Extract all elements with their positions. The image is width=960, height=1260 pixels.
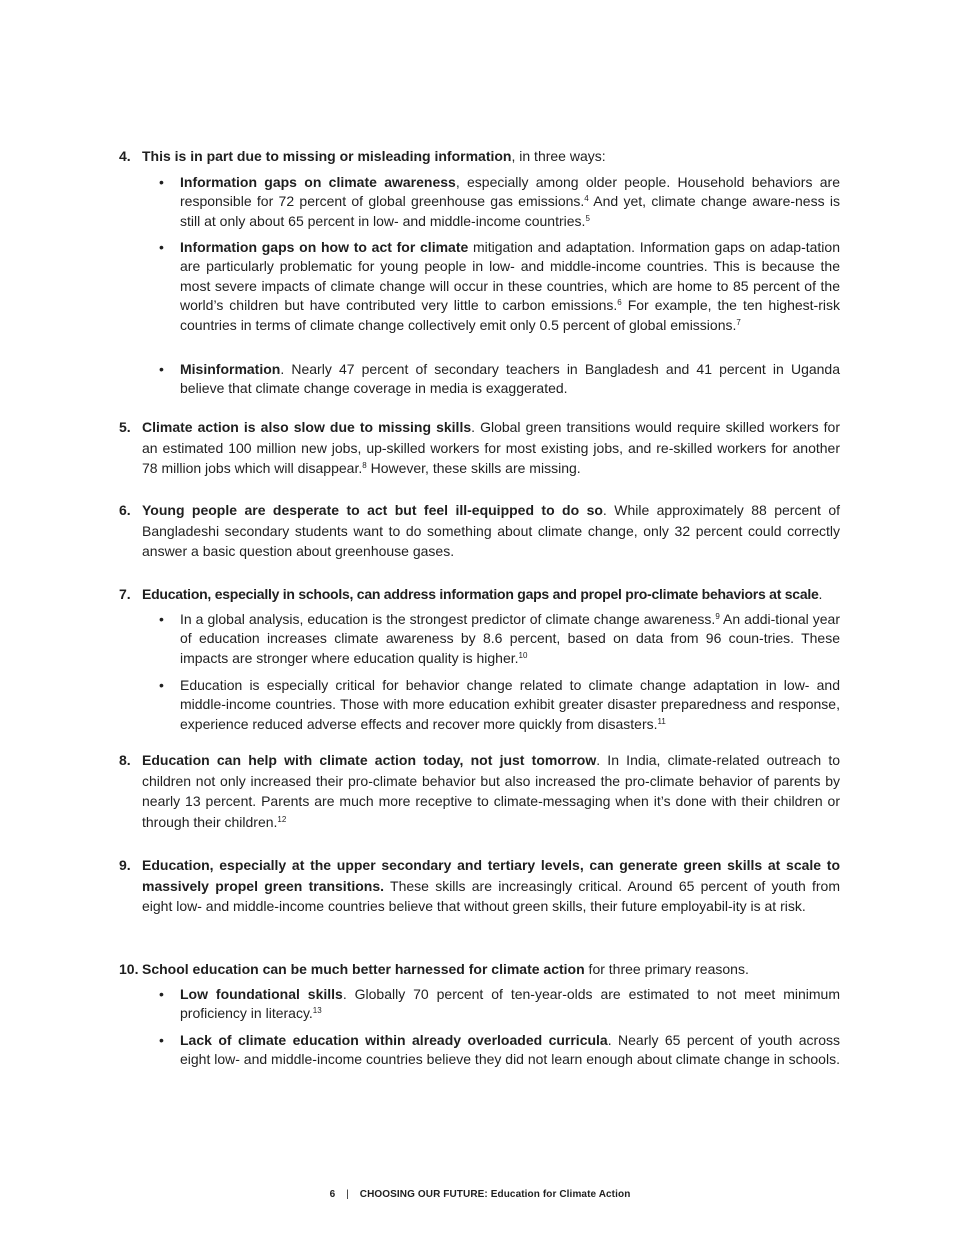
- footnote-ref: 8: [362, 461, 367, 471]
- item-lead: Education, especially at the upper secondary and tertiary levels, can generate green skills at scale to massively propel green transitions.: [142, 857, 840, 894]
- bullet-item: • Education is especially critical for behavior change related to climate change adaptation in low- and middle-income countries. Those with more education exhibit greater disaster preparedness and response, experience reduced adverse effects and recover more quickly from disasters.$^{11}$: [159, 677, 840, 732]
- item-number: 4.: [119, 148, 131, 164]
- item-lead: Young people are desperate to act but feel ill-equipped to do so: [142, 502, 603, 518]
- item-lead: Climate action is also slow due to missing skills: [142, 419, 472, 435]
- bullet-icon: •: [159, 1032, 164, 1048]
- item-paragraph: Education can help with climate action today, not just tomorrow. In India, climate-related outreach to children not only increased their pro-climate behavior but also increased the pro-climate behavior of parents by nearly 13 percent. Parents are much more receptive to climate-messaging when it’s done with their children or through their children.$^{12}$: [142, 752, 840, 830]
- footer-separator: |: [346, 1189, 349, 1200]
- footnote-ref: 5: [585, 213, 590, 223]
- page-footer: [0, 1189, 960, 1200]
- item-paragraph: School education can be much better harnessed for climate action for three primary reasons.: [142, 961, 749, 977]
- bullet-icon: •: [159, 174, 164, 190]
- item-number: 9.: [119, 857, 131, 873]
- item-paragraph: Climate action is also slow due to missing skills. Global green transitions would require skilled workers for an estimated 100 million new jobs, up-skilled workers for most existing jobs, and re-skilled workers for another 78 million jobs which will disappear.$^8$ However, these skills are missing.: [142, 419, 840, 477]
- item-lead: Education can help with climate action today, not just tomorrow: [142, 752, 597, 768]
- footnote-ref: 9: [715, 612, 720, 621]
- bullet-item: • Information gaps on climate awareness, especially among older people. Household behaviors are responsible for 72 percent of global greenhouse gas emissions.$^4$ And yet, climate change aware-ness is still at only about 65 percent in low- and middle-income countries.$^5$: [159, 174, 840, 229]
- item-number: 7.: [119, 586, 131, 602]
- list-item-7: [119, 584, 841, 732]
- item-number: 8.: [119, 752, 131, 768]
- item-paragraph: Young people are desperate to act but feel ill-equipped to do so. While approximately 88 percent of Bangladeshi secondary students want to do something about climate change, only 32 percent could correctly answer a basic question about greenhouse gases.: [142, 502, 840, 560]
- item-lead: School education can be much better harnessed for climate action: [142, 961, 585, 977]
- bullet-item: • Misinformation. Nearly 47 percent of secondary teachers in Bangladesh and 41 percent in Uganda believe that climate change coverage in media is exaggerated.: [159, 361, 840, 397]
- footnote-ref: 6: [617, 298, 622, 308]
- item-number: 10.: [119, 961, 139, 977]
- bullet-icon: •: [159, 239, 164, 255]
- item-number: 6.: [119, 502, 131, 518]
- bullet-icon: •: [159, 361, 164, 377]
- list-item-8: [119, 750, 840, 832]
- item-paragraph: This is in part due to missing or misleading information, in three ways:: [142, 148, 606, 164]
- bullet-icon: •: [159, 677, 164, 693]
- item-lead: This is in part due to missing or misleading information: [142, 148, 512, 164]
- footnote-ref: 7: [736, 317, 741, 327]
- bullet-item: • In a global analysis, education is the strongest predictor of climate change awareness.$^9$ An addi-tional year of education increases climate awareness by 8.6 percent, based on data from 96 coun-tries. These impacts are stronger where education quality is higher.$^{10}$: [159, 611, 841, 666]
- publication-title-bold: CHOOSING OUR FUTURE:: [359, 1189, 488, 1200]
- footnote-ref: 11: [657, 716, 666, 726]
- footnote-ref: 13: [312, 1006, 322, 1016]
- item-number: 5.: [119, 419, 131, 435]
- footnote-ref: 4: [584, 194, 589, 204]
- bullet-item: • Low foundational skills. Globally 70 percent of ten-year-olds are estimated to not meet minimum proficiency in literacy.$^{13}$: [159, 986, 840, 1022]
- bullet-icon: •: [159, 611, 164, 627]
- footnote-ref: 10: [518, 650, 528, 660]
- bullet-icon: •: [159, 986, 164, 1002]
- list-item-10: [119, 959, 841, 1068]
- bullet-item: • Lack of climate education within already overloaded curricula. Nearly 65 percent of youth across eight low- and middle-income countries believe they did not learn enough about climate change in schools.: [159, 1032, 841, 1068]
- item-paragraph: Education, especially at the upper secondary and tertiary levels, can generate green skills at scale to massively propel green transitions. These skills are increasingly critical. Around 65 percent of youth from eight low- and middle-income countries believe that without green skills, their future employabil-ity is at risk.: [142, 857, 840, 915]
- list-item-9: [119, 855, 840, 917]
- footnote-ref: 12: [277, 814, 287, 824]
- list-item-6: [119, 500, 840, 562]
- publication-title: Education for Climate Action: [487, 1189, 631, 1200]
- list-item-4: [119, 146, 840, 397]
- item-lead: Education, especially in schools, can address information gaps and propel pro-climate behaviors at scale: [142, 586, 819, 602]
- page-number: 6: [329, 1189, 336, 1200]
- item-paragraph: Education, especially in schools, can address information gaps and propel pro-climate behaviors at scale.: [142, 586, 823, 602]
- bullet-item: • Information gaps on how to act for climate mitigation and adaptation. Information gaps on adap-tation are particularly problematic for young people in low- and middle-income countries. This is because the most severe impacts of climate change will occur in these countries, which are home to 85 percent of the world’s children but have contributed very little to carbon emissions.$^6$ For example, the ten highest-risk countries in terms of climate change collectively emit only 0.5 percent of global emissions.$^7$: [159, 239, 840, 333]
- list-item-5: [119, 417, 840, 479]
